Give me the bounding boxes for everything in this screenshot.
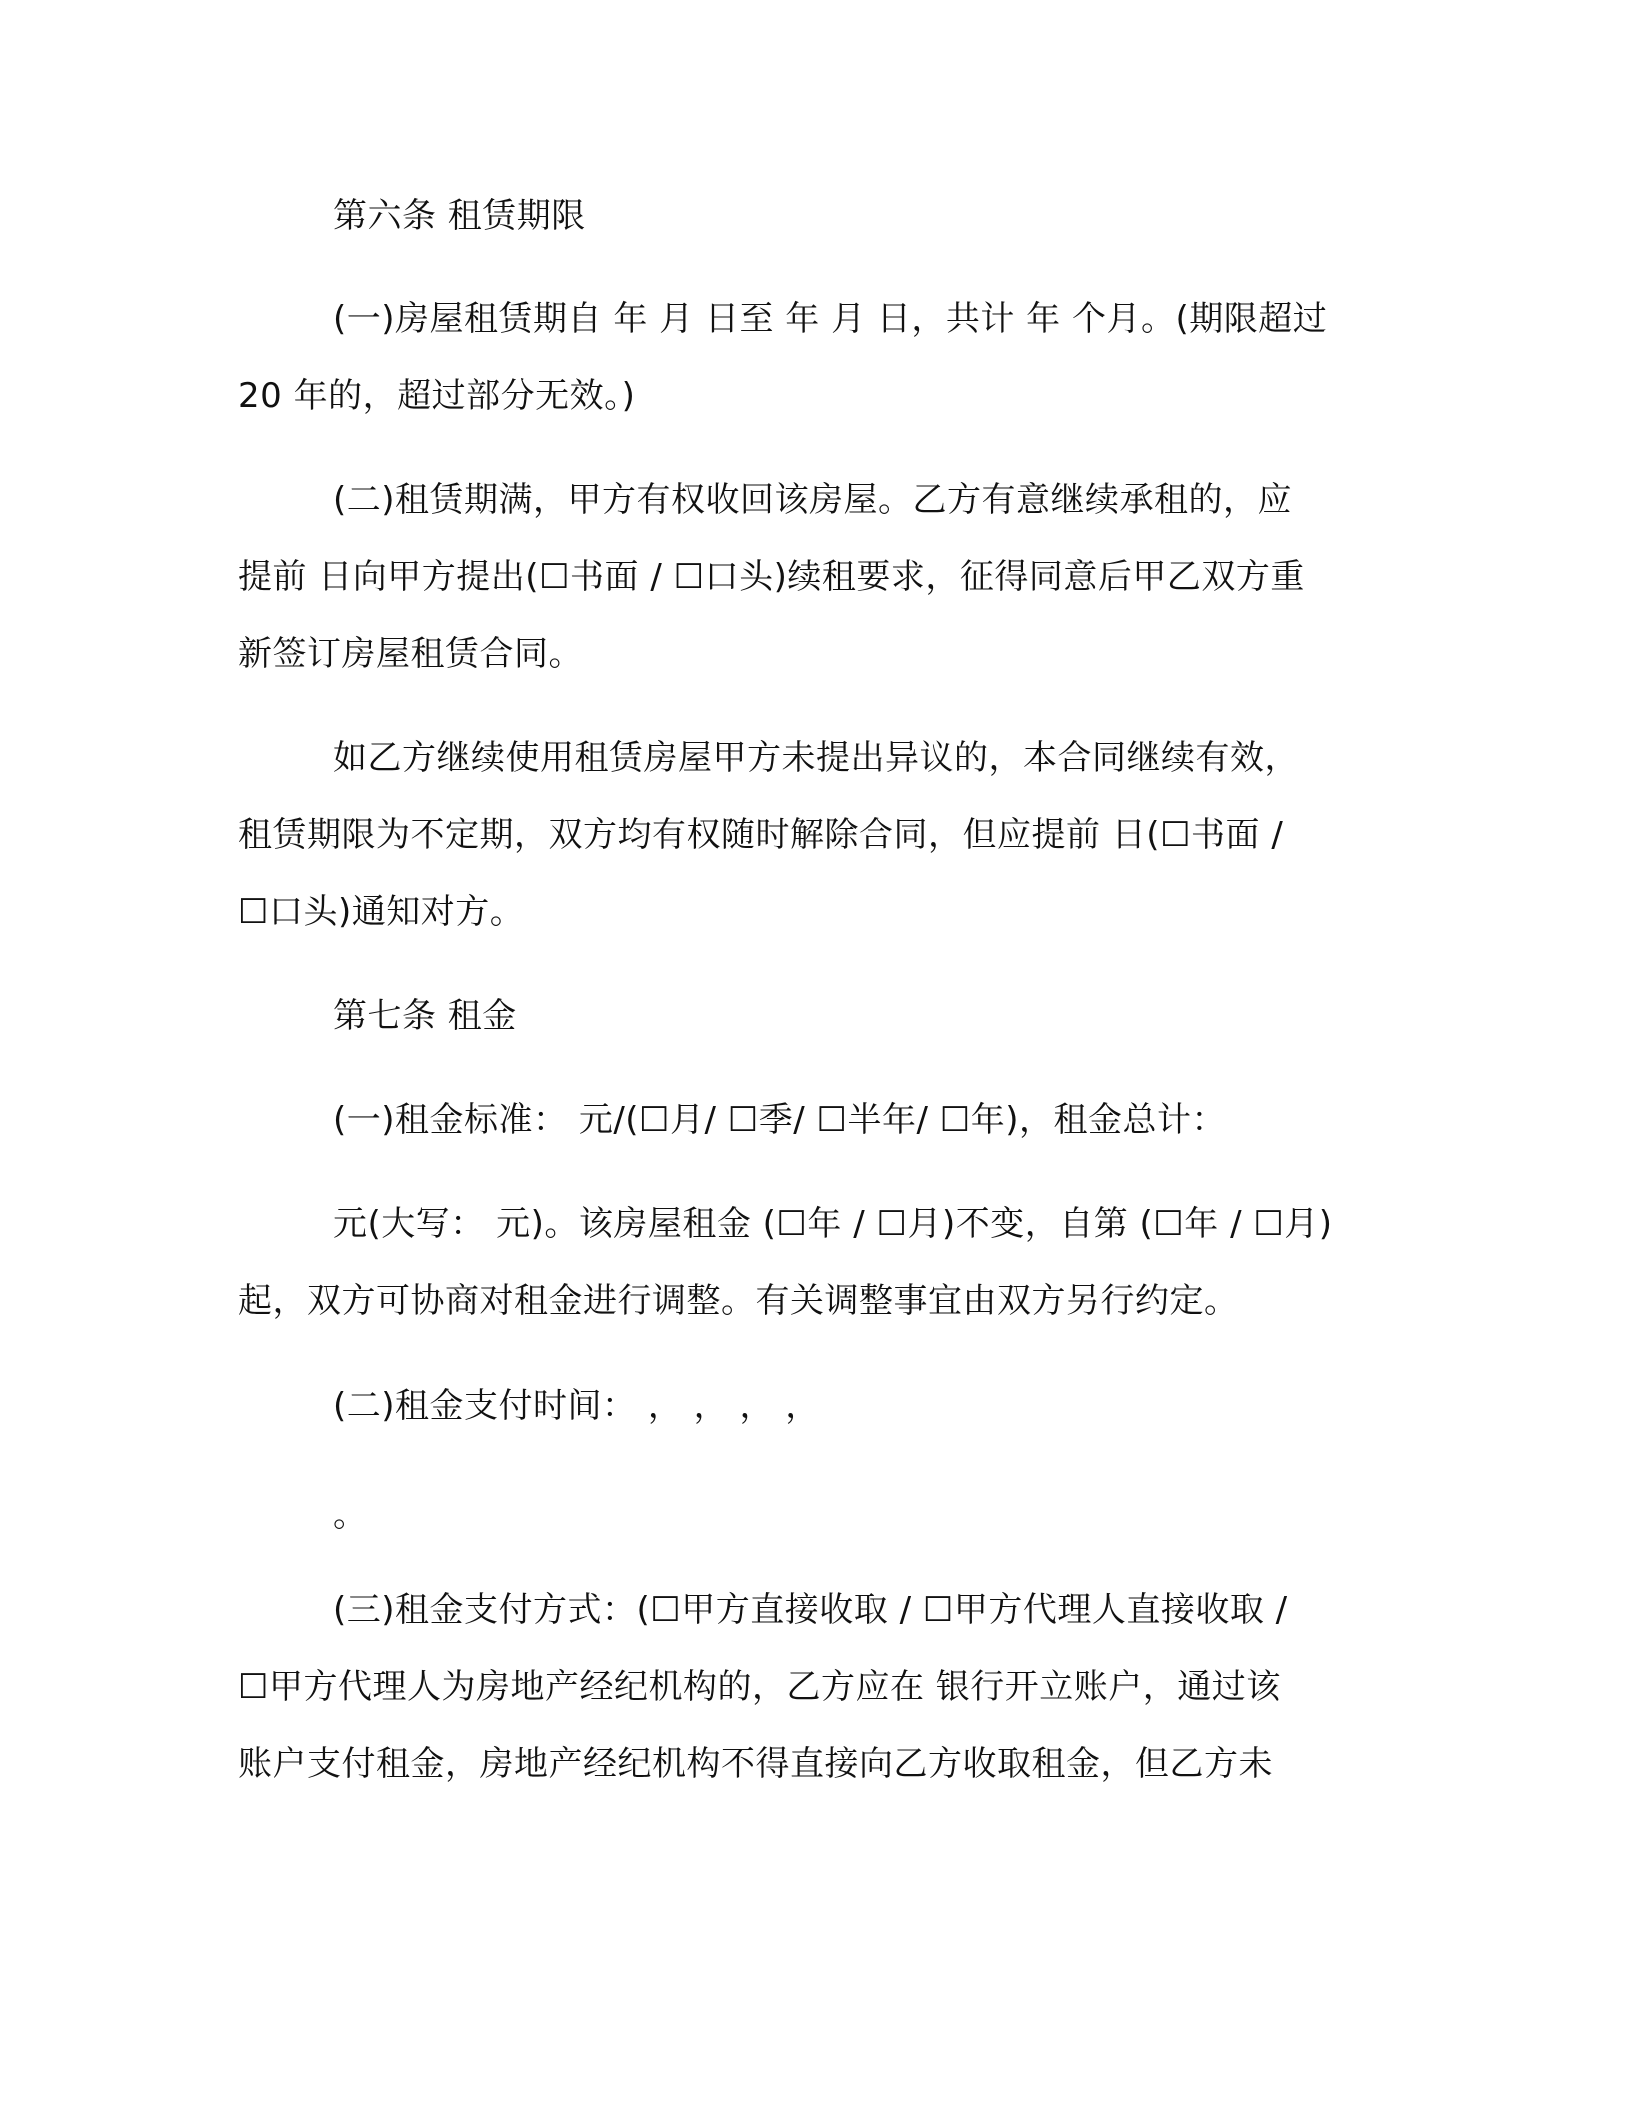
article-7-heading: 第七条 租金 bbox=[333, 996, 517, 1036]
art7-clause-3-line-1: (二)租金支付时间： ， ， ， ， bbox=[333, 1386, 820, 1426]
art7-clause-1-line-1: (一)租金标准： 元/(☐月/ ☐季/ ☐半年/ ☐年)，租金总计： bbox=[333, 1100, 1227, 1140]
art6-clause-1-line-2: 20 年的，超过部分无效。) bbox=[238, 376, 636, 416]
art7-clause-4-line-1: 。 bbox=[333, 1495, 368, 1535]
art6-clause-3-line-3: ☐口头)通知对方。 bbox=[238, 892, 525, 932]
art7-clause-5-line-3: 账户支付租金，房地产经纪机构不得直接向乙方收取租金，但乙方未 bbox=[238, 1744, 1273, 1784]
art6-clause-3-line-1: 如乙方继续使用租赁房屋甲方未提出异议的，本合同继续有效， bbox=[333, 738, 1299, 778]
art7-clause-5-line-1: (三)租金支付方式：(☐甲方直接收取 / ☐甲方代理人直接收取 / bbox=[333, 1590, 1288, 1630]
art7-clause-5-line-2: ☐甲方代理人为房地产经纪机构的，乙方应在 银行开立账户，通过该 bbox=[238, 1667, 1281, 1707]
art7-clause-2-line-1: 元(大写： 元)。该房屋租金 (☐年 / ☐月)不变，自第 (☐年 / ☐月) bbox=[333, 1204, 1333, 1244]
art6-clause-1-line-1: (一)房屋租赁期自 年 月 日至 年 月 日，共计 年 个月。(期限超过 bbox=[333, 299, 1328, 339]
art6-clause-2-line-2: 提前 日向甲方提出(☐书面 / ☐口头)续租要求，征得同意后甲乙双方重 bbox=[238, 557, 1305, 597]
art6-clause-2-line-1: (二)租赁期满，甲方有权收回该房屋。乙方有意继续承租的，应 bbox=[333, 480, 1293, 520]
art6-clause-2-line-3: 新签订房屋租赁合同。 bbox=[238, 634, 583, 674]
art6-clause-3-line-2: 租赁期限为不定期，双方均有权随时解除合同，但应提前 日(☐书面 / bbox=[238, 815, 1284, 855]
art7-clause-2-line-2: 起，双方可协商对租金进行调整。有关调整事宜由双方另行约定。 bbox=[238, 1281, 1239, 1321]
article-6-heading: 第六条 租赁期限 bbox=[333, 196, 586, 236]
